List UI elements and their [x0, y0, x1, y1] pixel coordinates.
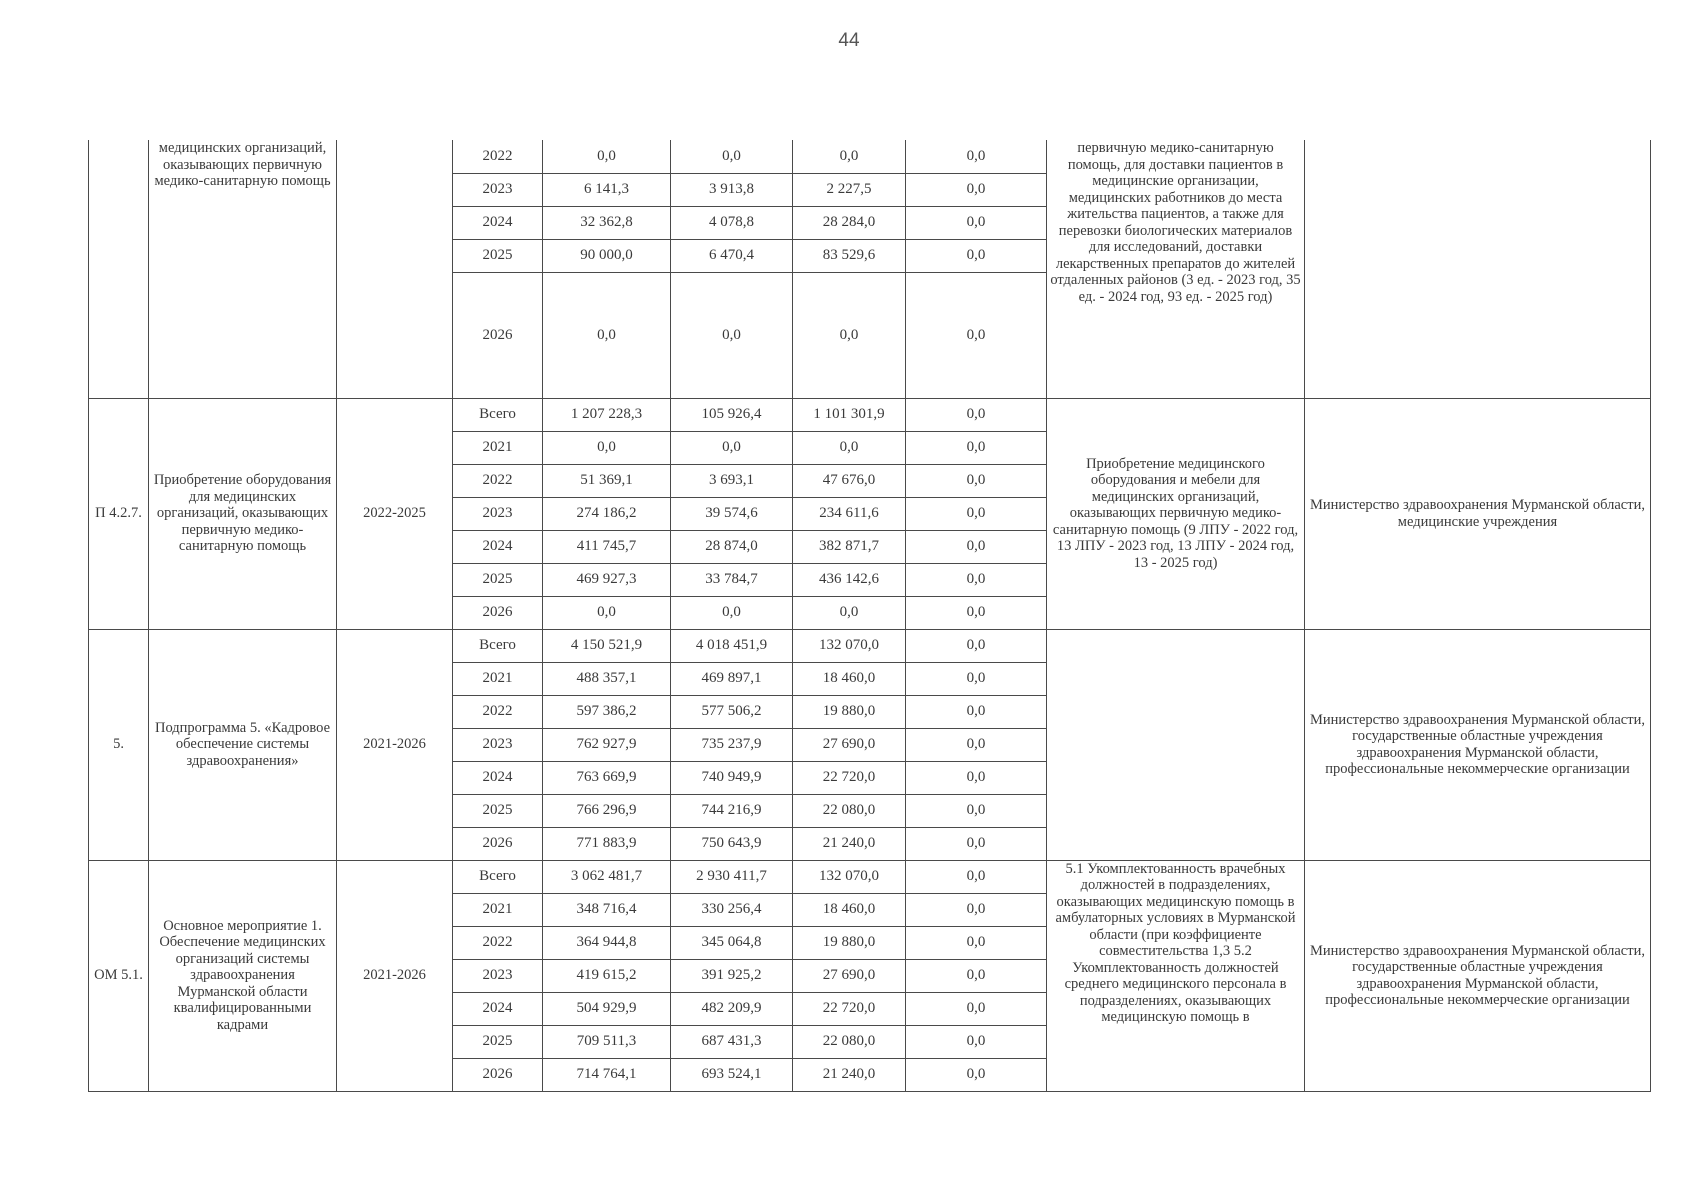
- federal-budget-cell: 132 070,0: [793, 629, 906, 662]
- total-cell: 0,0: [543, 140, 671, 173]
- total-cell: 762 927,9: [543, 728, 671, 761]
- other-sources-cell: 0,0: [906, 926, 1047, 959]
- federal-budget-cell: 19 880,0: [793, 695, 906, 728]
- regional-budget-cell: 28 874,0: [671, 530, 793, 563]
- regional-budget-cell: 740 949,9: [671, 761, 793, 794]
- year-cell: 2021: [453, 431, 543, 464]
- total-cell: 714 764,1: [543, 1058, 671, 1091]
- federal-budget-cell: 382 871,7: [793, 530, 906, 563]
- page-number: 44: [838, 30, 860, 51]
- total-cell: 469 927,3: [543, 563, 671, 596]
- year-cell: 2025: [453, 794, 543, 827]
- federal-budget-cell: 22 720,0: [793, 761, 906, 794]
- other-sources-cell: 0,0: [906, 728, 1047, 761]
- name-cell: Приобретение оборудования для медицинских организаций, оказывающих первичную медико-санитарную помощь: [149, 398, 337, 629]
- regional-budget-cell: 330 256,4: [671, 893, 793, 926]
- year-cell: 2021: [453, 662, 543, 695]
- regional-budget-cell: 3 693,1: [671, 464, 793, 497]
- federal-budget-cell: 234 611,6: [793, 497, 906, 530]
- regional-budget-cell: 4 018 451,9: [671, 629, 793, 662]
- total-cell: 1 207 228,3: [543, 398, 671, 431]
- other-sources-cell: 0,0: [906, 140, 1047, 173]
- year-cell: 2025: [453, 239, 543, 272]
- other-sources-cell: 0,0: [906, 761, 1047, 794]
- total-cell: 6 141,3: [543, 173, 671, 206]
- executor-cell: Министерство здравоохранения Мурманской области, государственные областные учреждения здравоохранения Мурманской области, профессиональные некоммерческие организации: [1305, 860, 1651, 1091]
- result-cell: Приобретение медицинского оборудования и мебели для медицинских организаций, оказывающих первичную медико-санитарную помощь (9 ЛПУ - 2022 год, 13 ЛПУ - 2023 год, 13 ЛПУ - 2024 год, 13 - 2025 год): [1047, 398, 1305, 629]
- other-sources-cell: 0,0: [906, 596, 1047, 629]
- year-cell: 2026: [453, 596, 543, 629]
- code-cell: П 4.2.7.: [89, 398, 149, 629]
- federal-budget-cell: 436 142,6: [793, 563, 906, 596]
- year-cell: 2022: [453, 926, 543, 959]
- federal-budget-cell: 132 070,0: [793, 860, 906, 893]
- executor-cell: [1305, 140, 1651, 398]
- year-cell: 2026: [453, 827, 543, 860]
- total-cell: 771 883,9: [543, 827, 671, 860]
- year-cell: 2026: [453, 1058, 543, 1091]
- other-sources-cell: 0,0: [906, 1058, 1047, 1091]
- code-cell: ОМ 5.1.: [89, 860, 149, 1091]
- federal-budget-cell: 22 720,0: [793, 992, 906, 1025]
- total-cell: 504 929,9: [543, 992, 671, 1025]
- program-table: [88, 140, 1651, 1092]
- total-cell: 0,0: [543, 596, 671, 629]
- federal-budget-cell: 0,0: [793, 140, 906, 173]
- regional-budget-cell: 33 784,7: [671, 563, 793, 596]
- total-cell: 488 357,1: [543, 662, 671, 695]
- federal-budget-cell: 0,0: [793, 596, 906, 629]
- period-cell: 2021-2026: [337, 860, 453, 1091]
- year-cell: Всего: [453, 860, 543, 893]
- total-cell: 4 150 521,9: [543, 629, 671, 662]
- table-row: [89, 860, 1651, 893]
- total-cell: 3 062 481,7: [543, 860, 671, 893]
- year-cell: 2023: [453, 173, 543, 206]
- code-cell: [89, 140, 149, 398]
- year-cell: 2024: [453, 992, 543, 1025]
- year-cell: 2024: [453, 761, 543, 794]
- federal-budget-cell: 19 880,0: [793, 926, 906, 959]
- year-cell: Всего: [453, 398, 543, 431]
- other-sources-cell: 0,0: [906, 992, 1047, 1025]
- federal-budget-cell: 21 240,0: [793, 1058, 906, 1091]
- total-cell: 763 669,9: [543, 761, 671, 794]
- regional-budget-cell: 482 209,9: [671, 992, 793, 1025]
- federal-budget-cell: 1 101 301,9: [793, 398, 906, 431]
- year-cell: 2025: [453, 1025, 543, 1058]
- federal-budget-cell: 22 080,0: [793, 1025, 906, 1058]
- regional-budget-cell: 469 897,1: [671, 662, 793, 695]
- total-cell: 766 296,9: [543, 794, 671, 827]
- regional-budget-cell: 0,0: [671, 431, 793, 464]
- period-cell: [337, 140, 453, 398]
- other-sources-cell: 0,0: [906, 530, 1047, 563]
- federal-budget-cell: 18 460,0: [793, 893, 906, 926]
- year-cell: 2023: [453, 959, 543, 992]
- result-cell: первичную медико-санитарную помощь, для доставки пациентов в медицинские организации, медицинских работников до места жительства пациентов, а также для перевозки биологических материалов для исследований, доставки лекарственных препаратов до жителей отдаленных районов (3 ед. - 2023 год, 35 ед. - 2024 год, 93 ед. - 2025 год): [1047, 140, 1305, 398]
- regional-budget-cell: 345 064,8: [671, 926, 793, 959]
- year-cell: 2022: [453, 695, 543, 728]
- period-cell: 2022-2025: [337, 398, 453, 629]
- regional-budget-cell: 577 506,2: [671, 695, 793, 728]
- other-sources-cell: 0,0: [906, 959, 1047, 992]
- table-row: [89, 398, 1651, 431]
- period-cell: 2021-2026: [337, 629, 453, 860]
- other-sources-cell: 0,0: [906, 563, 1047, 596]
- total-cell: 0,0: [543, 272, 671, 398]
- other-sources-cell: 0,0: [906, 662, 1047, 695]
- federal-budget-cell: 47 676,0: [793, 464, 906, 497]
- total-cell: 32 362,8: [543, 206, 671, 239]
- federal-budget-cell: 28 284,0: [793, 206, 906, 239]
- total-cell: 364 944,8: [543, 926, 671, 959]
- regional-budget-cell: 750 643,9: [671, 827, 793, 860]
- year-cell: 2026: [453, 272, 543, 398]
- federal-budget-cell: 22 080,0: [793, 794, 906, 827]
- total-cell: 51 369,1: [543, 464, 671, 497]
- total-cell: 348 716,4: [543, 893, 671, 926]
- regional-budget-cell: 391 925,2: [671, 959, 793, 992]
- total-cell: 419 615,2: [543, 959, 671, 992]
- year-cell: 2023: [453, 728, 543, 761]
- regional-budget-cell: 693 524,1: [671, 1058, 793, 1091]
- other-sources-cell: 0,0: [906, 1025, 1047, 1058]
- other-sources-cell: 0,0: [906, 497, 1047, 530]
- federal-budget-cell: 83 529,6: [793, 239, 906, 272]
- other-sources-cell: 0,0: [906, 206, 1047, 239]
- other-sources-cell: 0,0: [906, 464, 1047, 497]
- regional-budget-cell: 2 930 411,7: [671, 860, 793, 893]
- year-cell: Всего: [453, 629, 543, 662]
- year-cell: 2022: [453, 140, 543, 173]
- federal-budget-cell: 27 690,0: [793, 959, 906, 992]
- regional-budget-cell: 0,0: [671, 140, 793, 173]
- total-cell: 90 000,0: [543, 239, 671, 272]
- other-sources-cell: 0,0: [906, 860, 1047, 893]
- table-body: [89, 140, 1651, 1091]
- code-cell: 5.: [89, 629, 149, 860]
- federal-budget-cell: 21 240,0: [793, 827, 906, 860]
- regional-budget-cell: 4 078,8: [671, 206, 793, 239]
- federal-budget-cell: 27 690,0: [793, 728, 906, 761]
- total-cell: 274 186,2: [543, 497, 671, 530]
- other-sources-cell: 0,0: [906, 272, 1047, 398]
- year-cell: 2021: [453, 893, 543, 926]
- year-cell: 2022: [453, 464, 543, 497]
- table-row: [89, 629, 1651, 662]
- result-cell: 5.1 Укомплектованность врачебных должностей в подразделениях, оказывающих медицинскую помощь в амбулаторных условиях в Мурманской области (при коэффициенте совместительства 1,3 5.2 Укомплектованность должностей среднего медицинского персонала в подразделениях, оказывающих медицинскую помощь в: [1047, 860, 1305, 1091]
- other-sources-cell: 0,0: [906, 827, 1047, 860]
- regional-budget-cell: 744 216,9: [671, 794, 793, 827]
- other-sources-cell: 0,0: [906, 794, 1047, 827]
- federal-budget-cell: 0,0: [793, 431, 906, 464]
- federal-budget-cell: 0,0: [793, 272, 906, 398]
- other-sources-cell: 0,0: [906, 173, 1047, 206]
- executor-cell: Министерство здравоохранения Мурманской области, медицинские учреждения: [1305, 398, 1651, 629]
- result-cell: [1047, 629, 1305, 860]
- regional-budget-cell: 0,0: [671, 596, 793, 629]
- other-sources-cell: 0,0: [906, 629, 1047, 662]
- other-sources-cell: 0,0: [906, 695, 1047, 728]
- name-cell: Основное мероприятие 1. Обеспечение медицинских организаций системы здравоохранения Мурманской области квалифицированными кадрами: [149, 860, 337, 1091]
- federal-budget-cell: 18 460,0: [793, 662, 906, 695]
- other-sources-cell: 0,0: [906, 239, 1047, 272]
- regional-budget-cell: 735 237,9: [671, 728, 793, 761]
- regional-budget-cell: 39 574,6: [671, 497, 793, 530]
- total-cell: 709 511,3: [543, 1025, 671, 1058]
- other-sources-cell: 0,0: [906, 431, 1047, 464]
- regional-budget-cell: 687 431,3: [671, 1025, 793, 1058]
- total-cell: 597 386,2: [543, 695, 671, 728]
- table-row: [89, 140, 1651, 173]
- year-cell: 2025: [453, 563, 543, 596]
- total-cell: 0,0: [543, 431, 671, 464]
- regional-budget-cell: 0,0: [671, 272, 793, 398]
- name-cell: медицинских организаций, оказывающих первичную медико-санитарную помощь: [149, 140, 337, 398]
- regional-budget-cell: 105 926,4: [671, 398, 793, 431]
- executor-cell: Министерство здравоохранения Мурманской области, государственные областные учреждения здравоохранения Мурманской области, профессиональные некоммерческие организации: [1305, 629, 1651, 860]
- regional-budget-cell: 3 913,8: [671, 173, 793, 206]
- federal-budget-cell: 2 227,5: [793, 173, 906, 206]
- other-sources-cell: 0,0: [906, 398, 1047, 431]
- other-sources-cell: 0,0: [906, 893, 1047, 926]
- year-cell: 2024: [453, 530, 543, 563]
- regional-budget-cell: 6 470,4: [671, 239, 793, 272]
- year-cell: 2024: [453, 206, 543, 239]
- name-cell: Подпрограмма 5. «Кадровое обеспечение системы здравоохранения»: [149, 629, 337, 860]
- total-cell: 411 745,7: [543, 530, 671, 563]
- year-cell: 2023: [453, 497, 543, 530]
